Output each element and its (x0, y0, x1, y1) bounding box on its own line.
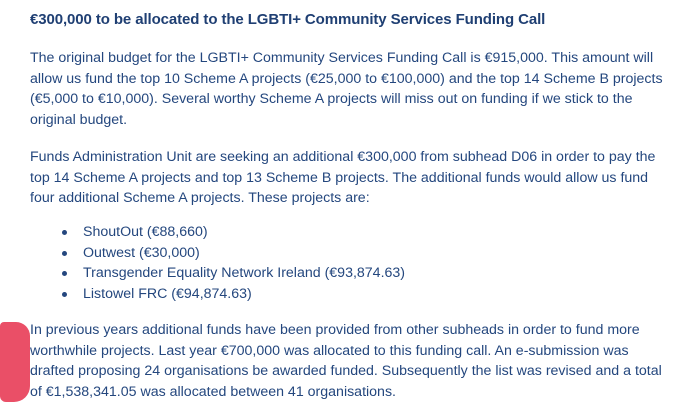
list-item (58, 243, 405, 264)
bullet-icon (62, 271, 67, 276)
bullet-icon (62, 230, 67, 235)
list-item (58, 263, 405, 284)
list-item (58, 222, 405, 243)
document-heading: €300,000 to be allocated to the LGBTI+ Community Services Funding Call (30, 11, 546, 28)
paragraph-line: Funds Administration Unit are seeking an additional €300,000 from subhead D06 in order to pay the (30, 149, 656, 165)
paragraph-line: drafted proposing 24 organisations be awarded funded. Subsequently the list was revised and a total (30, 363, 662, 379)
paragraph-original-budget (30, 48, 690, 130)
bullet-icon (62, 292, 67, 297)
bullet-icon (62, 251, 67, 256)
paragraph-line: In previous years additional funds have been provided from other subheads in order to fund more (30, 322, 640, 338)
project-label: ShoutOut (€88,660) (83, 224, 208, 240)
project-list (58, 222, 405, 304)
paragraph-line: allow us fund the top 10 Scheme A projects (€25,000 to €100,000) and the top 14 Scheme B projects (30, 70, 663, 87)
paragraph-additional-funds (30, 147, 690, 209)
paragraph-line: top 14 Scheme A projects and top 13 Scheme B projects. The additional funds would allow us fund (30, 169, 649, 186)
paragraph-line: The original budget for the LGBTI+ Community Services Funding Call is €915,000. This amount will (30, 50, 654, 66)
paragraph-line: worthwhile projects. Last year €700,000 was allocated to this funding call. An e-submission was (30, 342, 629, 359)
project-label: Transgender Equality Network Ireland (€93,874.63) (83, 265, 406, 281)
project-label: Listowel FRC (€94,874.63) (83, 285, 252, 302)
project-label: Outwest (€30,000) (83, 244, 200, 261)
red-highlight-marker (0, 322, 30, 402)
paragraph-line: original budget. (30, 111, 128, 128)
list-item (58, 284, 405, 305)
paragraph-line: four additional Scheme A projects. These projects are: (30, 190, 370, 206)
paragraph-line: of €1,538,341.05 was allocated between 41 organisations. (30, 383, 396, 400)
paragraph-previous-years (30, 320, 690, 402)
paragraph-line: (€5,000 to €10,000). Several worthy Scheme A projects will miss out on funding if we stick to the (30, 91, 633, 107)
